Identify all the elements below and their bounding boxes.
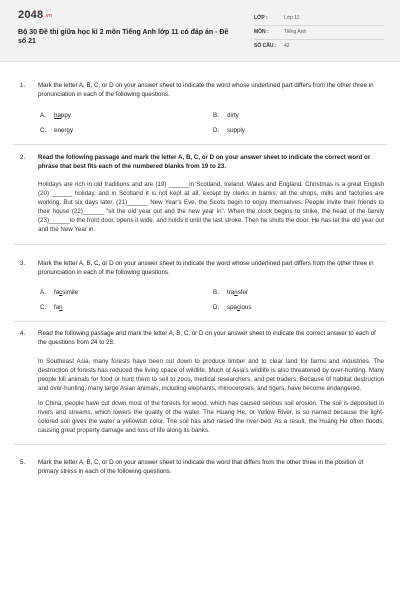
logo-domain: .vn [44, 13, 53, 19]
meta-key: LỚP : [254, 14, 268, 21]
meta-value: Tiếng Anh [284, 28, 307, 35]
question-text: Read the following passage and mark the letter A, B, C, or D on your answer sheet to indicate the correct answer to each of the questions from 24 to 28. [38, 329, 376, 346]
meta-row-class [254, 12, 384, 26]
meta-row-subject [254, 26, 384, 40]
option-text: ious [240, 303, 252, 311]
divider [14, 321, 386, 322]
option-c[interactable] [40, 127, 213, 136]
underlined-part: c [59, 288, 63, 296]
option-text: tra [227, 288, 235, 296]
question-text: Mark the letter A, B, C, or D on your answer sheet to indicate the word whose underlined part differs from the other three in pronunciation in each of the following questions. [38, 82, 374, 98]
option-c[interactable] [40, 304, 213, 313]
option-text: energy [54, 126, 73, 134]
option-text: spa [227, 303, 237, 311]
divider [14, 144, 386, 145]
option-text: supply [227, 126, 245, 134]
meta-value: Lớp 11 [284, 14, 300, 21]
options-q1 [0, 112, 400, 136]
question-number: 5. [20, 458, 26, 466]
option-a[interactable] [40, 289, 213, 298]
underlined-part: ha [54, 111, 61, 119]
option-text: ppy [60, 111, 71, 119]
option-letter: D. [213, 126, 220, 134]
question-text: Read the following passage and mark the letter A, B, C, or D on your answer sheet to indicate the correct word or phrase that best fits each of the numbered blanks from 19 to 23. [38, 153, 371, 170]
divider [14, 444, 386, 445]
question-3 [0, 260, 400, 278]
meta-value: 42 [284, 43, 290, 50]
option-letter: A. [40, 288, 46, 296]
meta-key: SỐ CÂU : [254, 43, 277, 50]
underlined-part: c [236, 303, 241, 311]
passage-paragraph: In Southeast Asia, many forests have been cut down to produce timber and to clear land for farms and industries. The destruction of forests has reduced the living space of wildlife. Much of Asia's wildlife is also threatened by over-hunting. Many people kill animals for food or hunt them to sell to zoos, medical researchers, and pet traders. Because of habitat destruction and over-hunting, many large Asian animals, including elephants, rhinoceroses, and tigers, have become endangered. [38, 357, 384, 392]
option-a[interactable] [40, 112, 213, 121]
document-header [0, 0, 400, 62]
option-b[interactable] [213, 289, 373, 298]
option-text: sfer [237, 288, 249, 296]
question-text: Mark the letter A, B, C, or D on your answer sheet to indicate the word whose underlined part differs from the other three in pronunciation in each of the following questions. [38, 259, 374, 276]
option-text: simile [62, 288, 79, 296]
option-text: fa [54, 303, 60, 311]
option-d[interactable] [213, 304, 373, 313]
option-letter: D. [213, 303, 220, 311]
option-text: dirty [227, 111, 239, 119]
question-4 [0, 330, 400, 348]
option-letter: C. [40, 303, 47, 311]
site-logo[interactable] [18, 8, 52, 24]
option-letter: C. [40, 126, 47, 134]
meta-key: MÔN : [254, 28, 269, 35]
meta-row-count [254, 40, 384, 54]
option-d[interactable] [213, 127, 373, 136]
question-list [0, 62, 400, 600]
question-number: 4. [20, 329, 26, 337]
question-2 [0, 154, 400, 172]
options-q3 [0, 289, 400, 313]
option-letter: A. [40, 111, 46, 119]
passage-paragraph: Holidays are rich in old traditions and are (19) ______in Scotland, Ireland, Wales and England. Christmas is a great English (20) ______ holiday, and in Scotland it is not kept at all, except by clerks in banks; all the shops, mills and factories are working. But six days later, (21)______ New Year's Eve, the Scots begin to enjoy themselves. People invite their friends to their house (22)______ "sit the old year out and the new year in". When the clock begins to strike, the head of the family (23)______to the front door, opens it wide, and holds it until the last stroke. Then he shuts the door. He has let the old year out and the New Year in. [38, 180, 384, 233]
question-text: Mark the letter A, B, C, or D on your answer sheet to indicate the word that differs from the other three in the position of primary stress in each of the following questions. [38, 458, 364, 475]
question-number: 2. [20, 153, 26, 161]
logo-text: 2048 [18, 9, 44, 21]
underlined-part: n [59, 303, 63, 311]
underlined-part: n [234, 288, 238, 296]
question-number: 3. [20, 259, 26, 267]
option-letter: B. [213, 288, 219, 296]
question-5 [0, 459, 400, 477]
option-b[interactable] [213, 112, 373, 121]
page-title: Bộ 30 Đề thi giữa học kì 2 môn Tiếng Anh lớp 11 có đáp án - Đề số 21 [18, 29, 229, 46]
option-text: fa [54, 288, 60, 296]
passage-paragraph: In China, people have cut down most of the forests for wood, which has caused serious soil erosion. The soil is deposited in rivers and streams, which lowers the quality of the water. The Huang He, or Yellow River, is so named because the light-colored soil gives the water a yellowish color. The soil has also raised the river-bed. As a result, the Huang He often floods, causing great property damage and loss of life along its banks. [38, 399, 384, 434]
question-1 [0, 82, 400, 100]
question-number: 1. [20, 82, 26, 89]
document-meta [254, 12, 384, 54]
divider [14, 244, 386, 245]
option-letter: B. [213, 111, 219, 119]
